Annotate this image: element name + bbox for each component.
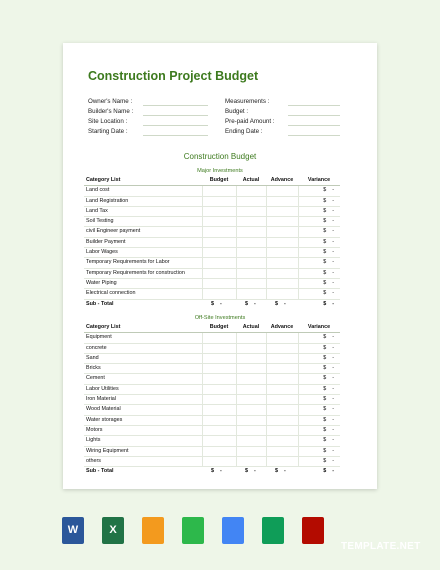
currency-symbol: $ [323, 406, 327, 413]
info-end-line [288, 135, 340, 136]
column-header: Advance [266, 323, 298, 333]
major-investments-title: Major Investments [197, 168, 243, 174]
google-sheets-icon[interactable] [262, 517, 284, 544]
variance-cell [298, 415, 340, 425]
dash-value: - [220, 300, 222, 307]
currency-symbol: $ [323, 385, 327, 392]
table-row [84, 343, 340, 353]
table-row [84, 206, 340, 216]
column-header: Variance [298, 323, 340, 333]
variance-cell [298, 364, 340, 374]
amount-cell [266, 289, 298, 299]
pdf-icon[interactable] [302, 517, 324, 544]
pages-icon[interactable] [142, 517, 164, 544]
column-header: Budget [202, 176, 236, 186]
amount-cell [266, 258, 298, 268]
table-row [84, 446, 340, 456]
info-measurements-line [288, 105, 340, 106]
amount-cell [266, 425, 298, 435]
info-site-label: Site Location : [88, 118, 128, 125]
dash-value: - [220, 468, 222, 475]
table-row [84, 436, 340, 446]
variance-cell [298, 227, 340, 237]
dash-value: - [332, 375, 334, 382]
variance-cell [298, 217, 340, 227]
word-icon[interactable]: W [62, 517, 84, 544]
dash-value: - [332, 238, 334, 245]
table-row [84, 374, 340, 384]
info-prepaid-label: Pre-paid Amount : [225, 118, 275, 125]
dash-value: - [332, 259, 334, 266]
category-cell: Temporary Requirements for Labor [84, 258, 202, 268]
amount-cell [202, 384, 236, 394]
amount-cell [236, 237, 266, 247]
amount-cell [236, 436, 266, 446]
amount-cell [266, 333, 298, 343]
category-cell: Lights [84, 436, 202, 446]
offsite-investments-title: Off-Site Investments [194, 315, 246, 321]
info-budget-line [288, 115, 340, 116]
amount-cell [236, 227, 266, 237]
info-prepaid-line [288, 125, 340, 126]
amount-cell [236, 343, 266, 353]
dash-value: - [332, 396, 334, 403]
currency-symbol: $ [275, 300, 278, 307]
amount-cell [266, 248, 298, 258]
dash-value: - [332, 344, 334, 351]
amount-cell [266, 278, 298, 288]
subtotal-label: Sub - Total [86, 300, 114, 307]
subtotal-row [84, 467, 340, 477]
info-owner-line [143, 105, 208, 106]
amount-cell [266, 186, 298, 196]
amount-cell [236, 374, 266, 384]
dash-value: - [332, 207, 334, 214]
info-owner-label: Owner's Name : [88, 98, 133, 105]
variance-cell [298, 425, 340, 435]
variance-cell [298, 436, 340, 446]
amount-cell [266, 268, 298, 278]
dash-value: - [332, 437, 334, 444]
amount-cell [202, 364, 236, 374]
category-cell: Temporary Requirements for construction [84, 268, 202, 278]
dash-value: - [332, 228, 334, 235]
table-row [84, 405, 340, 415]
dash-value: - [332, 457, 334, 464]
amount-cell [236, 258, 266, 268]
table-row [84, 353, 340, 363]
document-page [63, 43, 377, 489]
amount-cell [202, 436, 236, 446]
amount-cell [236, 186, 266, 196]
category-cell: Labor Wages [84, 248, 202, 258]
currency-symbol: $ [323, 238, 327, 245]
currency-symbol: $ [323, 279, 327, 286]
amount-cell [202, 258, 236, 268]
dash-value: - [332, 279, 334, 286]
column-header: Actual [236, 176, 266, 186]
table-row [84, 258, 340, 268]
currency-symbol: $ [323, 207, 327, 214]
subtotal-value [298, 299, 340, 309]
variance-cell [298, 258, 340, 268]
table-row [84, 237, 340, 247]
dash-value: - [332, 269, 334, 276]
dash-value: - [332, 426, 334, 433]
table-header-row [84, 176, 340, 186]
amount-cell [202, 237, 236, 247]
variance-cell [298, 353, 340, 363]
amount-cell [266, 374, 298, 384]
amount-cell [266, 446, 298, 456]
variance-cell [298, 248, 340, 258]
amount-cell [236, 395, 266, 405]
currency-symbol: $ [323, 259, 327, 266]
info-builder-line [143, 115, 208, 116]
dash-value: - [332, 300, 334, 307]
column-header: Category List [84, 176, 202, 186]
table-header-row [84, 323, 340, 333]
table-row [84, 268, 340, 278]
table-row [84, 364, 340, 374]
info-site-line [143, 125, 208, 126]
offsite-investments-table [84, 323, 340, 476]
currency-symbol: $ [323, 396, 327, 403]
currency-symbol: $ [323, 426, 327, 433]
section-title: Construction Budget [183, 152, 257, 161]
subtotal-label: Sub - Total [86, 468, 114, 475]
category-cell: Land Registration [84, 196, 202, 206]
subtotal-row [84, 299, 340, 309]
amount-cell [266, 353, 298, 363]
amount-cell [202, 446, 236, 456]
category-cell: Builder Payment [84, 237, 202, 247]
amount-cell [236, 353, 266, 363]
category-cell: Sand [84, 353, 202, 363]
amount-cell [202, 395, 236, 405]
amount-cell [202, 456, 236, 466]
currency-symbol: $ [275, 468, 278, 475]
amount-cell [202, 333, 236, 343]
amount-cell [236, 196, 266, 206]
currency-symbol: $ [323, 290, 327, 297]
info-measurements-label: Measurements : [225, 98, 270, 105]
amount-cell [202, 196, 236, 206]
table-row [84, 196, 340, 206]
table-row [84, 333, 340, 343]
variance-cell [298, 237, 340, 247]
amount-cell [236, 384, 266, 394]
currency-symbol: $ [323, 334, 327, 341]
amount-cell [236, 268, 266, 278]
amount-cell [202, 227, 236, 237]
amount-cell [266, 415, 298, 425]
subtotal-value [202, 467, 236, 477]
variance-cell [298, 268, 340, 278]
category-cell: Cement [84, 374, 202, 384]
amount-cell [266, 456, 298, 466]
column-header: Category List [84, 323, 202, 333]
category-cell: others [84, 456, 202, 466]
currency-symbol: $ [323, 354, 327, 361]
dash-value: - [332, 187, 334, 194]
amount-cell [236, 425, 266, 435]
variance-cell [298, 206, 340, 216]
table-row [84, 289, 340, 299]
amount-cell [266, 343, 298, 353]
category-cell: Land cost [84, 186, 202, 196]
amount-cell [266, 237, 298, 247]
category-cell: civil Engineer payment [84, 227, 202, 237]
subtotal-value [266, 299, 298, 309]
currency-symbol: $ [323, 437, 327, 444]
dash-value: - [332, 290, 334, 297]
dash-value: - [332, 406, 334, 413]
info-budget-label: Budget : [225, 108, 249, 115]
column-header: Actual [236, 323, 266, 333]
subtotal-value [298, 467, 340, 477]
column-header: Variance [298, 176, 340, 186]
dash-value: - [332, 218, 334, 225]
currency-symbol: $ [323, 300, 327, 307]
category-cell: Iron Material [84, 395, 202, 405]
category-cell: Wiring Equipment [84, 446, 202, 456]
currency-symbol: $ [323, 468, 327, 475]
document-title: Construction Project Budget [88, 69, 259, 83]
table-row [84, 395, 340, 405]
variance-cell [298, 405, 340, 415]
category-cell: Wood Material [84, 405, 202, 415]
dash-value: - [284, 468, 286, 475]
amount-cell [236, 456, 266, 466]
dash-value: - [254, 468, 256, 475]
column-header: Budget [202, 323, 236, 333]
info-start-line [143, 135, 208, 136]
amount-cell [266, 206, 298, 216]
table-row [84, 425, 340, 435]
variance-cell [298, 395, 340, 405]
amount-cell [202, 405, 236, 415]
amount-cell [202, 289, 236, 299]
amount-cell [236, 333, 266, 343]
amount-cell [266, 227, 298, 237]
category-cell: Electrical connection [84, 289, 202, 299]
currency-symbol: $ [323, 269, 327, 276]
currency-symbol: $ [323, 365, 327, 372]
dash-value: - [332, 334, 334, 341]
amount-cell [236, 415, 266, 425]
amount-cell [236, 206, 266, 216]
table-row [84, 186, 340, 196]
amount-cell [236, 278, 266, 288]
variance-cell [298, 186, 340, 196]
variance-cell [298, 333, 340, 343]
table-row [84, 227, 340, 237]
category-cell: Equipment [84, 333, 202, 343]
info-start-label: Starting Date : [88, 128, 128, 135]
amount-cell [202, 415, 236, 425]
amount-cell [236, 217, 266, 227]
info-end-label: Ending Date : [225, 128, 263, 135]
currency-symbol: $ [323, 416, 327, 423]
table-row [84, 456, 340, 466]
variance-cell [298, 289, 340, 299]
dash-value: - [332, 249, 334, 256]
amount-cell [202, 186, 236, 196]
variance-cell [298, 446, 340, 456]
table-row [84, 278, 340, 288]
dash-value: - [332, 354, 334, 361]
currency-symbol: $ [323, 344, 327, 351]
amount-cell [266, 217, 298, 227]
column-header: Advance [266, 176, 298, 186]
table-row [84, 384, 340, 394]
category-cell: concrete [84, 343, 202, 353]
amount-cell [266, 384, 298, 394]
currency-symbol: $ [211, 300, 214, 307]
variance-cell [298, 343, 340, 353]
dash-value: - [284, 300, 286, 307]
amount-cell [202, 278, 236, 288]
variance-cell [298, 374, 340, 384]
amount-cell [202, 343, 236, 353]
amount-cell [202, 248, 236, 258]
table-row [84, 415, 340, 425]
info-builder-label: Builder's Name : [88, 108, 134, 115]
amount-cell [202, 374, 236, 384]
table-row [84, 248, 340, 258]
currency-symbol: $ [323, 218, 327, 225]
currency-symbol: $ [211, 468, 214, 475]
category-cell: Bricks [84, 364, 202, 374]
amount-cell [266, 405, 298, 415]
amount-cell [266, 395, 298, 405]
dash-value: - [332, 385, 334, 392]
currency-symbol: $ [323, 457, 327, 464]
category-cell: Motors [84, 425, 202, 435]
variance-cell [298, 196, 340, 206]
amount-cell [202, 217, 236, 227]
currency-symbol: $ [323, 187, 327, 194]
currency-symbol: $ [323, 249, 327, 256]
watermark: TEMPLATE.NET [341, 541, 421, 552]
amount-cell [236, 446, 266, 456]
amount-cell [236, 289, 266, 299]
category-cell: Water storages [84, 415, 202, 425]
subtotal-value [236, 299, 266, 309]
category-cell: Labor Utilities [84, 384, 202, 394]
amount-cell [236, 405, 266, 415]
amount-cell [236, 248, 266, 258]
amount-cell [202, 353, 236, 363]
subtotal-value [266, 467, 298, 477]
amount-cell [202, 425, 236, 435]
dash-value: - [332, 365, 334, 372]
major-investments-table [84, 176, 340, 309]
dash-value: - [332, 197, 334, 204]
amount-cell [202, 268, 236, 278]
dash-value: - [254, 300, 256, 307]
google-docs-icon[interactable] [222, 517, 244, 544]
currency-symbol: $ [245, 468, 248, 475]
excel-icon[interactable]: X [102, 517, 124, 544]
category-cell: Land Tax [84, 206, 202, 216]
dash-value: - [332, 447, 334, 454]
variance-cell [298, 278, 340, 288]
subtotal-value [202, 299, 236, 309]
currency-symbol: $ [323, 375, 327, 382]
category-cell: Soil Testing [84, 217, 202, 227]
amount-cell [236, 364, 266, 374]
dash-value: - [332, 416, 334, 423]
table-row [84, 217, 340, 227]
amount-cell [202, 206, 236, 216]
numbers-icon[interactable] [182, 517, 204, 544]
category-cell: Water Piping [84, 278, 202, 288]
subtotal-value [236, 467, 266, 477]
project-info [88, 98, 358, 138]
amount-cell [266, 364, 298, 374]
currency-symbol: $ [323, 228, 327, 235]
variance-cell [298, 384, 340, 394]
currency-symbol: $ [323, 447, 327, 454]
currency-symbol: $ [245, 300, 248, 307]
currency-symbol: $ [323, 197, 327, 204]
amount-cell [266, 196, 298, 206]
variance-cell [298, 456, 340, 466]
amount-cell [266, 436, 298, 446]
dash-value: - [332, 468, 334, 475]
